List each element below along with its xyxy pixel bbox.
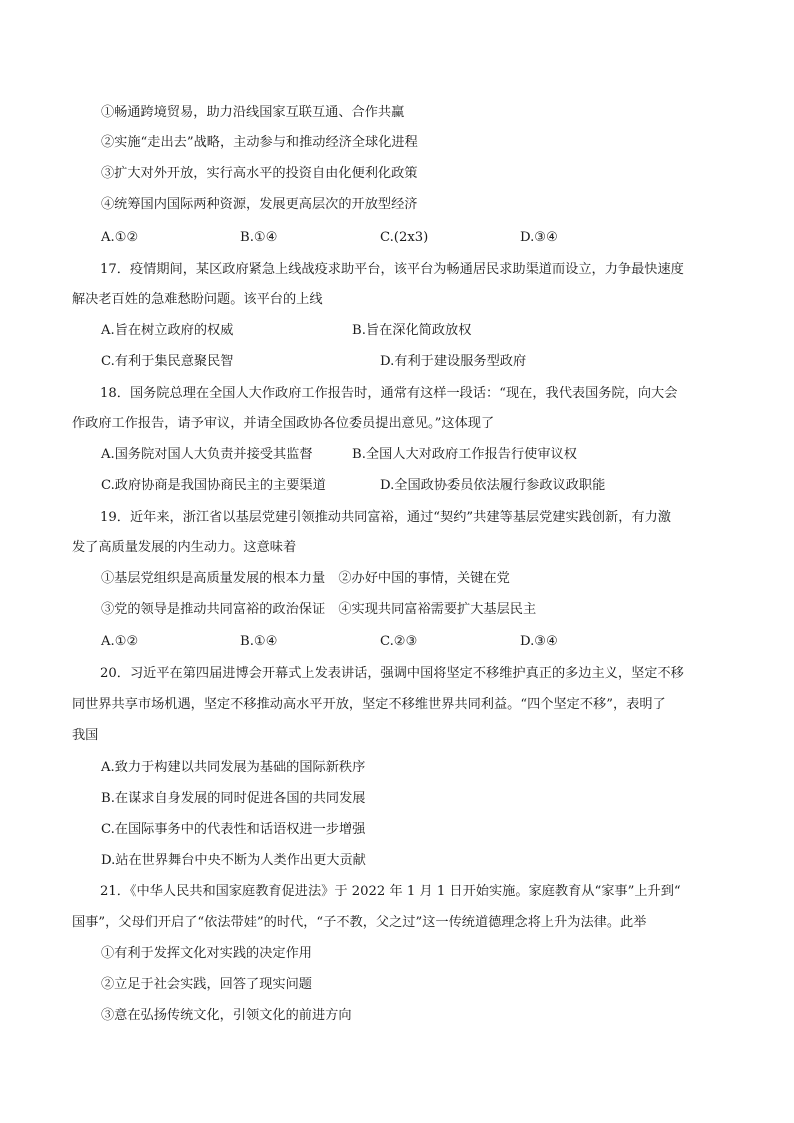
q17-option-d: D.有利于建设服务型政府 <box>380 354 527 369</box>
q20-option-b: B.在谋求自身发展的同时促进各国的共同发展 <box>101 791 366 806</box>
q19-option-b: B.①④ <box>240 634 278 649</box>
q20-stem-line1: 20．习近平在第四届进博会开幕式上发表讲话，强调中国将坚定不移维护真正的多边主义，坚定不移 <box>100 666 684 681</box>
q18-option-a: A.国务院对国人大负责并接受其监督 <box>101 447 313 462</box>
q19-items-line1: ①基层党组织是高质量发展的根本力量 ②办好中国的事情，关键在党 <box>101 571 510 586</box>
q16-item-3: ③扩大对外开放，实行高水平的投资自由化便利化政策 <box>101 166 418 181</box>
q18-option-b: B.全国人大对政府工作报告行使审议权 <box>352 447 577 462</box>
q20-option-d: D.站在世界舞台中央不断为人类作出更大贡献 <box>101 853 366 868</box>
q18-option-d: D.全国政协委员依法履行参政议政职能 <box>380 478 606 493</box>
q20-option-c: C.在国际事务中的代表性和话语权进一步增强 <box>101 822 366 837</box>
q16-item-2: ②实施“走出去”战略，主动参与和推动经济全球化进程 <box>101 135 418 150</box>
q17-option-b: B.旨在深化简政放权 <box>352 323 472 338</box>
q21-item-1: ①有利于发挥文化对实践的决定作用 <box>101 946 312 961</box>
q20-option-a: A.致力于构建以共同发展为基础的国际新秩序 <box>101 760 366 775</box>
q16-item-1: ①畅通跨境贸易，助力沿线国家互联互通、合作共赢 <box>101 105 405 120</box>
q21-stem-line2: 国事”，父母们开启了“依法带娃”的时代，“子不教，父之过”这一传统道德理念将上升为法律。此举 <box>72 915 647 930</box>
q21-item-3: ③意在弘扬传统文化，引领文化的前进方向 <box>101 1008 352 1023</box>
q19-option-c: C.②③ <box>380 634 418 649</box>
q19-option-a: A.①② <box>101 634 139 649</box>
q16-option-b: B.①④ <box>240 230 278 245</box>
q19-option-d: D.③④ <box>520 634 558 649</box>
q18-stem-line2: 作政府工作报告，请予审议，并请全国政协各位委员提出意见。”这体现了 <box>72 416 495 431</box>
q20-stem-line2: 同世界共享市场机遇，坚定不移推动高水平开放，坚定不移维世界共同利益。“四个坚定不移”，表明了 <box>72 697 666 712</box>
q20-stem-line3: 我国 <box>72 728 99 743</box>
q19-items-line2: ③党的领导是推动共同富裕的政治保证 ④实现共同富裕需要扩大基层民主 <box>101 602 537 617</box>
q17-stem-line1: 17．疫情期间，某区政府紧急上线战疫求助平台，该平台为畅通居民求助渠道而设立，力争最快速度 <box>100 262 684 277</box>
q19-stem-line1: 19．近年来，浙江省以基层党建引领推动共同富裕，通过“契约”共建等基层党建实践创新，有力激 <box>100 510 671 525</box>
q21-stem-line1: 21．《中华人民共和国家庭教育促进法》于 2022 年 1 月 1 日开始实施。家庭教育从“家事”上升到“ <box>100 884 681 899</box>
q16-option-d: D.③④ <box>520 230 558 245</box>
q21-item-2: ②立足于社会实践，回答了现实问题 <box>101 977 312 992</box>
q16-option-a: A.①② <box>101 230 139 245</box>
q17-option-a: A.旨在树立政府的权威 <box>101 323 234 338</box>
q19-stem-line2: 发了高质量发展的内生动力。这意味着 <box>72 540 297 555</box>
q18-option-c: C.政府协商是我国协商民主的主要渠道 <box>101 478 326 493</box>
q16-option-c: C.(2x3) <box>380 230 429 245</box>
q18-stem-line1: 18．国务院总理在全国人大作政府工作报告时，通常有这样一段话：“现在，我代表国务院，向大会 <box>100 386 678 401</box>
q17-stem-line2: 解决老百姓的急难愁盼问题。该平台的上线 <box>72 292 323 307</box>
q16-item-4: ④统筹国内国际两种资源，发展更高层次的开放型经济 <box>101 197 418 212</box>
q17-option-c: C.有利于集民意聚民智 <box>101 354 234 369</box>
